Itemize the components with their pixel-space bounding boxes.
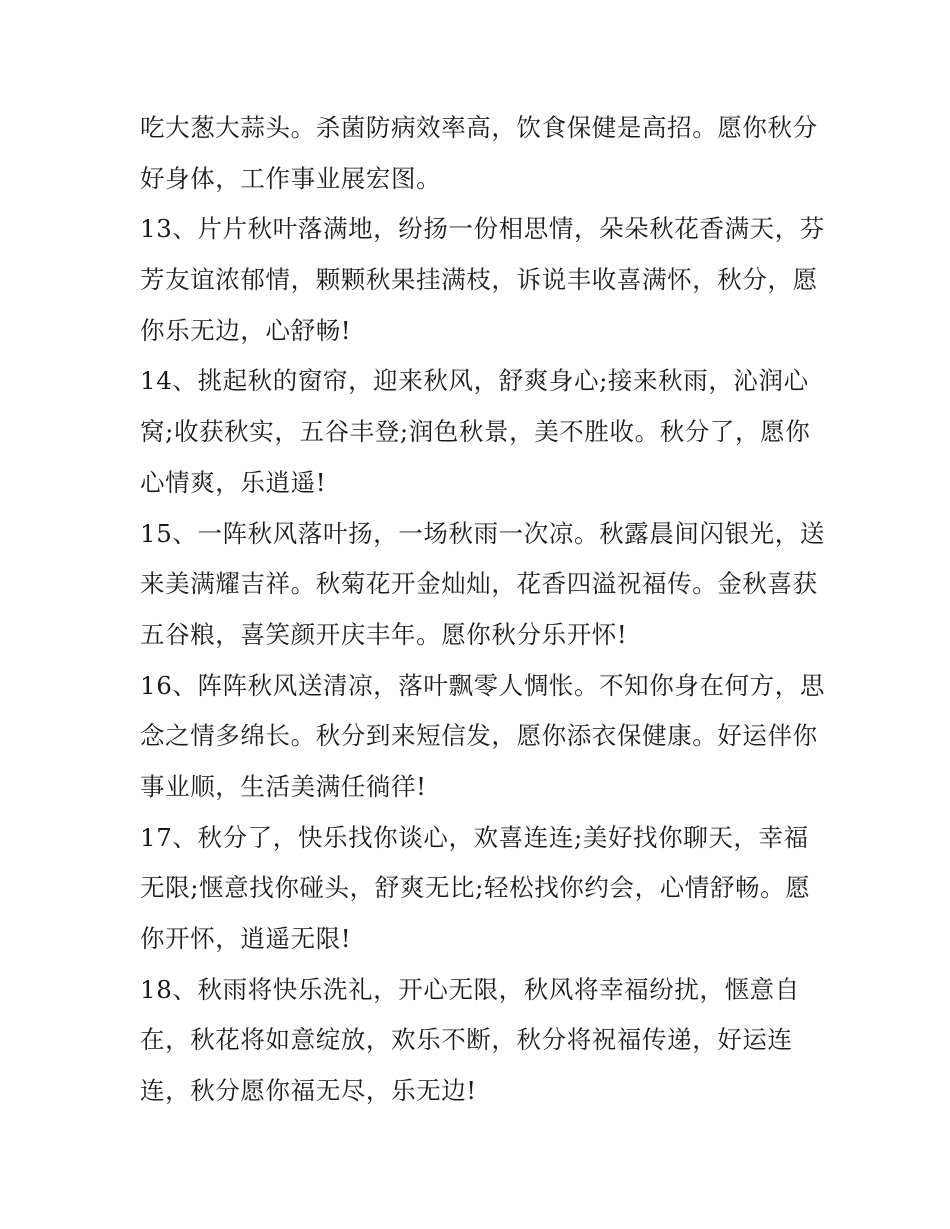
text-line: 18、秋雨将快乐洗礼，开心无限，秋风将幸福纷扰，惬意自 <box>140 974 800 1004</box>
paragraph-14 <box>140 356 820 508</box>
text-line: 好身体，工作事业展宏图。 <box>140 163 442 193</box>
document-body <box>140 103 825 1117</box>
text-line: 来美满耀吉祥。秋菊花开金灿灿，花香四溢祝福传。金秋喜获 <box>140 569 818 599</box>
text-line: 你开怀，逍遥无限! <box>140 924 352 953</box>
text-line: 在，秋花将如意绽放，欢乐不断，秋分将祝福传递，好运连 <box>140 1025 793 1055</box>
paragraph-17 <box>140 813 820 965</box>
text-line: 15、一阵秋风落叶扬，一场秋雨一次凉。秋露晨间闪银光，送 <box>140 518 825 548</box>
paragraph-16 <box>140 661 825 813</box>
text-line: 五谷粮，喜笑颜开庆丰年。愿你秋分乐开怀! <box>140 619 628 649</box>
text-line: 芳友谊浓郁情，颗颗秋果挂满枝，诉说丰收喜满怀，秋分，愿 <box>140 265 818 295</box>
text-line: 窝;收获秋实，五谷丰登;润色秋景，美不胜收。秋分了，愿你 <box>140 417 811 447</box>
text-line: 连，秋分愿你福无尽，乐无边! <box>140 1076 477 1106</box>
text-line: 事业顺，生活美满任徜徉! <box>140 771 427 801</box>
text-line: 念之情多绵长。秋分到来短信发，愿你添衣保健康。好运伴你 <box>140 721 818 751</box>
text-line: 13、片片秋叶落满地，纷扬一份相思情，朵朵秋花香满天，芬 <box>140 214 825 244</box>
paragraph-15 <box>140 509 825 661</box>
text-line: 14、挑起秋的窗帘，迎来秋风，舒爽身心;接来秋雨，沁润心 <box>140 366 809 396</box>
text-line: 无限;惬意找你碰头，舒爽无比;轻松找你约会，心情舒畅。愿 <box>140 873 811 903</box>
text-line: 17、秋分了，快乐找你谈心，欢喜连连;美好找你聊天，幸福 <box>140 822 809 852</box>
paragraph-18 <box>140 965 820 1117</box>
text-line: 吃大葱大蒜头。杀菌防病效率高，饮食保健是高招。愿你秋分 <box>140 113 818 142</box>
paragraph-13 <box>140 204 825 356</box>
text-line: 你乐无边，心舒畅! <box>140 315 352 345</box>
paragraph-continued <box>140 103 820 204</box>
text-line: 16、阵阵秋风送清凉，落叶飘零人惆怅。不知你身在何方，思 <box>140 670 825 700</box>
text-line: 心情爽，乐逍遥! <box>140 467 327 497</box>
